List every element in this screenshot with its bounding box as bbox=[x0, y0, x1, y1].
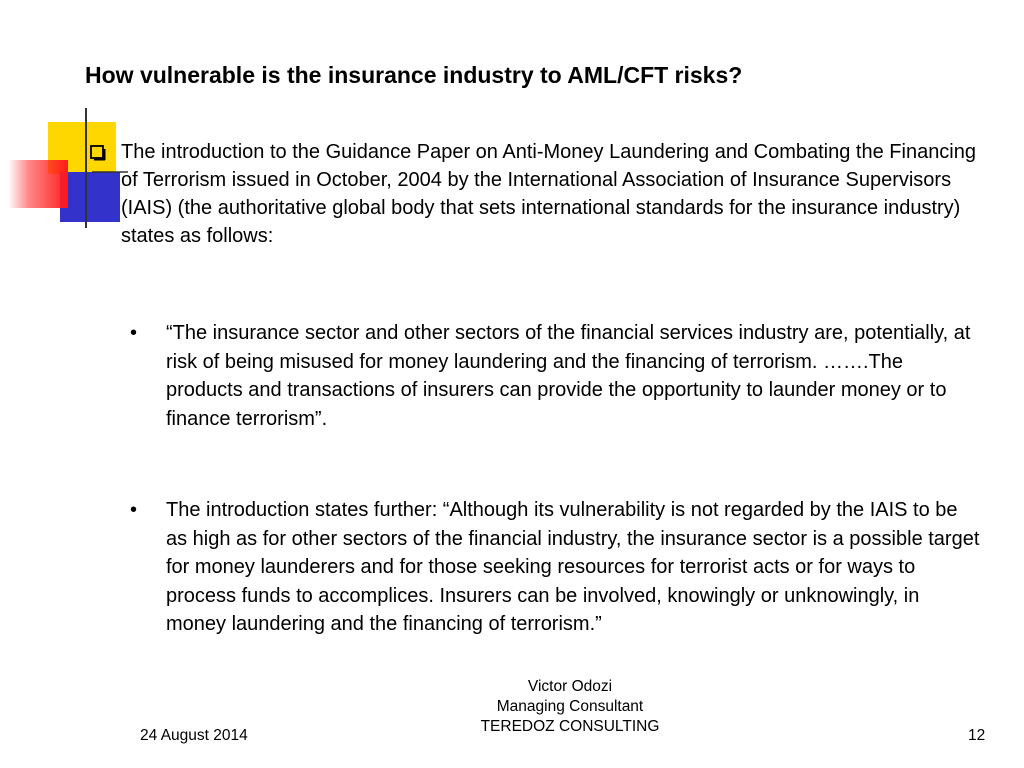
page-number: 12 bbox=[968, 727, 986, 744]
sub-bullet-marker: • bbox=[130, 499, 138, 521]
hollow-square-bullet-icon bbox=[90, 145, 106, 161]
footer-date: 24 August 2014 bbox=[140, 727, 248, 744]
decorative-squares-logo bbox=[0, 0, 130, 240]
red-gradient-square bbox=[8, 160, 68, 208]
main-bullet-text: The introduction to the Guidance Paper on Anti-Money Laundering and Combating the Financing of Terrorism issued in October, 2004 by the International Association of Insurance Supervisors (IAIS) (the authoritative global body that sets international standards for the insurance industry) states as follows: bbox=[121, 141, 976, 247]
blue-square bbox=[60, 172, 120, 222]
footer-author-role: Managing Consultant bbox=[496, 698, 644, 715]
footer-company: TEREDOZ CONSULTING bbox=[480, 718, 660, 735]
footer-author-name: Victor Odozi bbox=[527, 678, 613, 695]
footer-credits bbox=[420, 677, 720, 737]
sub-bullet-marker: • bbox=[130, 322, 138, 344]
slide-title: How vulnerable is the insurance industry to AML/CFT risks? bbox=[85, 62, 743, 88]
sub-bullet-quote-text: “The insurance sector and other sectors of the financial services industry are, potentially, at risk of being misused for money laundering and the financing of terrorism. …….The products and transactions of insurers can provide the opportunity to launder money or to finance terrorism”. bbox=[166, 322, 971, 430]
sub-bullet-further-text: The introduction states further: “Although its vulnerability is not regarded by the IAIS to be as high as for other sectors of the financial industry, the insurance sector is a possible target for money launderers and for those seeking resources for terrorist acts or for ways to process funds to accomplices. Insurers can be involved, knowingly or unknowingly, in money laundering and the financing of terrorism.” bbox=[166, 499, 980, 636]
